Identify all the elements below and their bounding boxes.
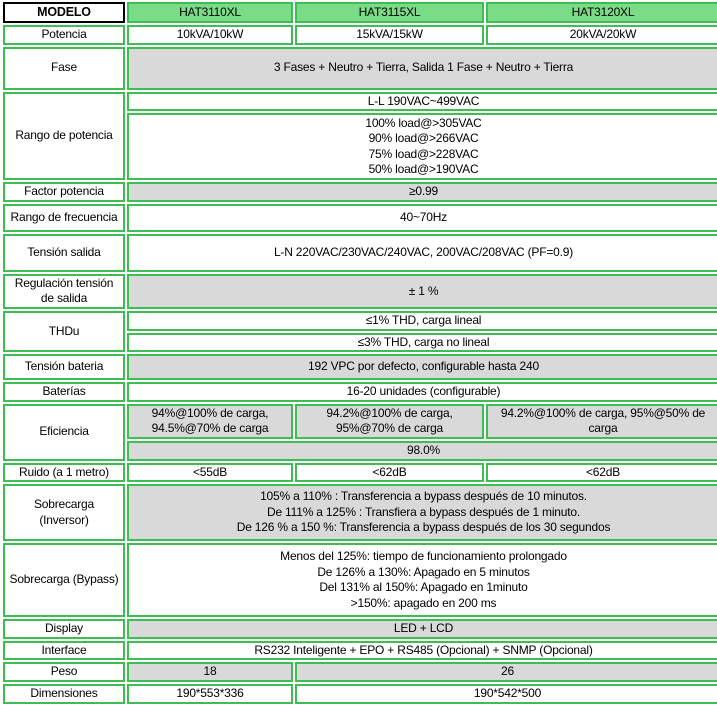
factor-potencia-value: ≥0.99 [127, 182, 717, 202]
row-label-eficiencia: Eficiencia [3, 404, 125, 461]
row-label-fase: Fase [3, 47, 125, 90]
row-label-rango-frecuencia: Rango de frecuencia [3, 204, 125, 232]
spec-table [1, 0, 717, 706]
interface-row [3, 641, 717, 661]
sobrecarga-inversor-row [3, 484, 717, 541]
row-label-potencia: Potencia [3, 25, 125, 45]
row-label-interface: Interface [3, 641, 125, 661]
eficiencia-overall-value: 98.0% [127, 441, 717, 461]
thdu-lineal-value: ≤1% THD, carga lineal [127, 311, 717, 331]
row-label-dimensiones: Dimensiones [3, 684, 125, 704]
sobrecarga-bypass-value [127, 543, 717, 617]
inversor-line-2: De 111% a 125% : Transfiera a bypass después de 1 minuto. [266, 504, 581, 519]
fase-value: 3 Fases + Neutro + Tierra, Salida 1 Fase + Neutro + Tierra [127, 47, 717, 90]
row-label-sobrecarga-inversor: Sobrecarga (Inversor) [3, 484, 125, 541]
peso-value-model2-3: 26 [295, 662, 717, 682]
row-label-display: Display [3, 619, 125, 639]
fase-row [3, 47, 717, 90]
ruido-value-model2: <62dB [295, 463, 484, 483]
model-header-hat3110xl: HAT3110XL [127, 2, 293, 23]
potencia-value-model3: 20kVA/20kW [486, 25, 717, 45]
bypass-line-2: De 126% a 130%: Apagado en 5 minutos [317, 564, 530, 579]
potencia-value-model2: 15kVA/15kW [295, 25, 484, 45]
dimensiones-value-model2-3: 190*542*500 [295, 684, 717, 704]
regulacion-row [3, 274, 717, 309]
thdu-row-lineal [3, 311, 717, 331]
ruido-row [3, 463, 717, 483]
interface-value: RS232 Inteligente + EPO + RS485 (Opcional) + SNMP (Opcional) [127, 641, 717, 661]
row-label-baterias: Baterías [3, 382, 125, 402]
eficiencia-row [3, 404, 717, 439]
load-line-75: 75% load@>228VAC [368, 146, 479, 161]
tension-bateria-row [3, 354, 717, 380]
row-label-peso: Peso [3, 662, 125, 682]
sobrecarga-inversor-value [127, 484, 717, 541]
eficiencia-value-model1: 94%@100% de carga, 94.5%@70% de carga [127, 404, 293, 439]
ruido-value-model3: <62dB [486, 463, 717, 483]
inversor-line-1: 105% a 110% : Transferencia a bypass después de 10 minutos. [260, 489, 587, 504]
row-label-factor-potencia: Factor potencia [3, 182, 125, 202]
display-row [3, 619, 717, 639]
potencia-row [3, 25, 717, 45]
model-header-hat3115xl: HAT3115XL [295, 2, 484, 23]
rango-potencia-row-voltage [3, 92, 717, 112]
eficiencia-value-model3: 94.2%@100% de carga, 95%@50% de carga [486, 404, 717, 439]
modelo-header-cell: MODELO [3, 2, 125, 23]
tension-salida-value: L-N 220VAC/230VAC/240VAC, 200VAC/208VAC (PF=0.9) [127, 234, 717, 272]
rango-potencia-voltage-range: L-L 190VAC~499VAC [127, 92, 717, 112]
factor-potencia-row [3, 182, 717, 202]
eficiencia-value-model2: 94.2%@100% de carga, 95%@70% de carga [295, 404, 484, 439]
display-value: LED + LCD [127, 619, 717, 639]
row-label-rango-potencia: Rango de potencia [3, 92, 125, 181]
bypass-line-4: >150%: apagado en 200 ms [350, 595, 497, 610]
peso-value-model1: 18 [127, 662, 293, 682]
row-label-sobrecarga-bypass: Sobrecarga (Bypass) [3, 543, 125, 617]
baterias-value: 16-20 unidades (configurable) [127, 382, 717, 402]
baterias-row [3, 382, 717, 402]
row-label-tension-bateria: Tensión bateria [3, 354, 125, 380]
row-label-thdu: THDu [3, 311, 125, 352]
inversor-line-3: De 126 % a 150 %: Transferencia a bypass después de los 30 segundos [236, 520, 611, 535]
dimensiones-row [3, 684, 717, 704]
sobrecarga-bypass-row [3, 543, 717, 617]
rango-frecuencia-value: 40~70Hz [127, 204, 717, 232]
load-line-100: 100% load@>305VAC [365, 115, 482, 130]
peso-row [3, 662, 717, 682]
rango-potencia-load-list [127, 113, 717, 180]
load-line-90: 90% load@>266VAC [368, 131, 479, 146]
model-header-hat3120xl: HAT3120XL [486, 2, 717, 23]
bypass-line-1: Menos del 125%: tiempo de funcionamiento prolongado [280, 548, 567, 563]
tension-bateria-value: 192 VPC por defecto, configurable hasta 240 [127, 354, 717, 380]
header-row [3, 2, 717, 23]
tension-salida-row [3, 234, 717, 272]
row-label-ruido: Ruido (a 1 metro) [3, 463, 125, 483]
rango-frecuencia-row [3, 204, 717, 232]
ruido-value-model1: <55dB [127, 463, 293, 483]
row-label-regulacion: Regulación tensión de salida [3, 274, 125, 309]
regulacion-value: ± 1 % [127, 274, 717, 309]
load-line-50: 50% load@>190VAC [368, 162, 479, 177]
dimensiones-value-model1: 190*553*336 [127, 684, 293, 704]
row-label-tension-salida: Tensión salida [3, 234, 125, 272]
thdu-no-lineal-value: ≤3% THD, carga no lineal [127, 333, 717, 353]
bypass-line-3: Del 131% al 150%: Apagado en 1minuto [319, 580, 528, 595]
potencia-value-model1: 10kVA/10kW [127, 25, 293, 45]
